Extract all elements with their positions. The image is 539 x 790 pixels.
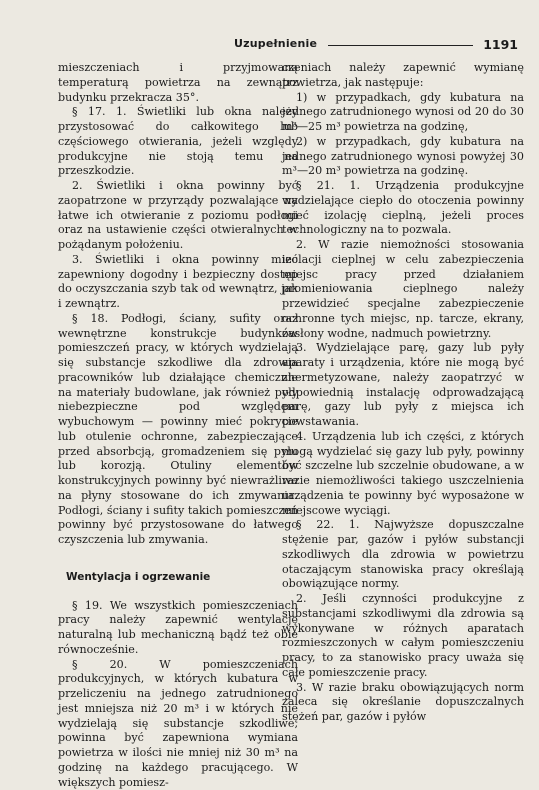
paragraph: 2. W razie niemożności stosowania izolacji cieplnej w celu zabezpieczenia miejsc pracy przed działaniem promieniowania cieplnego należy przewidzieć specjalne zabezpieczenie ochronne tych miejsc, np. tarcze, ekrany, zasłony wodne, nadmuch powietrzny. <box>282 238 524 341</box>
paragraph: czeniach należy zapewnić wymianę powietrza, jak następuje: <box>282 61 524 91</box>
paragraph: 3. Wydzielające parę, gazy lub pyły aparaty i urządzenia, które nie mogą być zhermetyzowane, należy zaopatrzyć w odpowiednią instalację odprowadzającą parę, gazy lub pyły z miejsca ich powstawania. <box>282 341 524 430</box>
paragraph: 2. Świetliki i okna powinny być zaopatrzone w przyrządy pozwalające na łatwe ich otwieranie z poziomu podłogi oraz na ustawienie części otwieralnych w pożądanym położeniu. <box>58 179 298 253</box>
right-column <box>282 61 524 725</box>
left-column <box>58 61 298 790</box>
list-item: 2) w przypadkach, gdy kubatura na jednego zatrudnionego wynosi powyżej 30 m³—20 m³ powietrza na godzinę. <box>282 135 524 179</box>
section-title: Uzupełnienie <box>234 37 317 50</box>
paragraph: § 20. W pomieszczeniach produkcyjnych, w których kubatura w przeliczeniu na jednego zatrudnionego jest mniejsza niż 20 m³ i w których nie wydzielają się substancje szkodliwe, powinna być zapewniona wymiana powietrza w ilości nie mniej niż 30 m³ na godzinę na każdego pracującego. W większych pomiesz- <box>58 658 298 790</box>
paragraph: § 17. 1. Świetliki lub okna należy przystosować do całkowitego lub częściowego otwierania, jeżeli względy produkcyjne nie stoją temu na przeszkodzie. <box>58 105 298 179</box>
paragraph: mieszczeniach i przyjmowaną temperaturą powietrza na zewnątrz budynku przekracza 35°. <box>58 61 298 105</box>
paragraph: 3. Świetliki i okna powinny mieć zapewniony dogodny i bezpieczny dostęp do oczyszczania szyb tak od wewnątrz, jak i zewnątrz. <box>58 253 298 312</box>
running-header <box>56 37 518 59</box>
section-subheading: Wentylacja i ogrzewanie <box>66 570 298 585</box>
paragraph: § 22. 1. Najwyższe dopuszczalne stężenie par, gazów i pyłów substancji szkodliwych dla zdrowia w powietrzu otaczającym stanowiska pracy określają obowiązujące normy. <box>282 518 524 592</box>
paragraph: § 18. Podłogi, ściany, sufity oraz wewnętrzne konstrukcje budynków pomieszczeń pracy, w których wydzielają się substancje szkodliwe dla zdrowia pracowników lub działające chemicznie na materiały budowlane, jak również pyły niebezpieczne pod względem wybuchowym — powinny mieć pokrycie lub otulenie ochronne, zabezpieczające przed absorbcją, gromadzeniem się pyłu lub korozją. Otuliny elementów konstrukcyjnych powinny być niewrażliwe na płyny stosowane do ich zmywania. Podłogi, ściany i sufity takich pomieszczeń powinny być przystosowane do łatwego czyszczenia lub zmywania. <box>58 312 298 548</box>
paragraph: § 21. 1. Urządzenia produkcyjne wydzielające ciepło do otoczenia powinny mieć izolację cieplną, jeżeli proces technologiczny na to pozwala. <box>282 179 524 238</box>
paragraph: § 19. We wszystkich pomieszczeniach pracy należy zapewnić wentylację naturalną lub mechaniczną bądź też obie równocześnie. <box>58 599 298 658</box>
header-rule <box>328 45 473 46</box>
paragraph: 2. Jeśli czynności produkcyjne z substancjami szkodliwymi dla zdrowia są wykonywane w różnych aparatach rozmieszczonych w całym pomieszczeniu pracy, to za stanowisko pracy uważa się całe pomieszczenie pracy. <box>282 592 524 681</box>
paragraph: 4. Urządzenia lub ich części, z których mogą wydzielać się gazy lub pyły, powinny być szczelne lub szczelnie obudowane, a w razie niemożliwości takiego uszczelnienia urządzenia te powinny być wyposażone w miejscowe wyciągi. <box>282 430 524 519</box>
page-number: 1191 <box>483 37 518 52</box>
list-item: 1) w przypadkach, gdy kubatura na jednego zatrudnionego wynosi od 20 do 30 m³—25 m³ powietrza na godzinę, <box>282 91 524 135</box>
paragraph: 3. W razie braku obowiązujących norm zaleca się określanie dopuszczalnych stężeń par, gazów i pyłów <box>282 681 524 725</box>
